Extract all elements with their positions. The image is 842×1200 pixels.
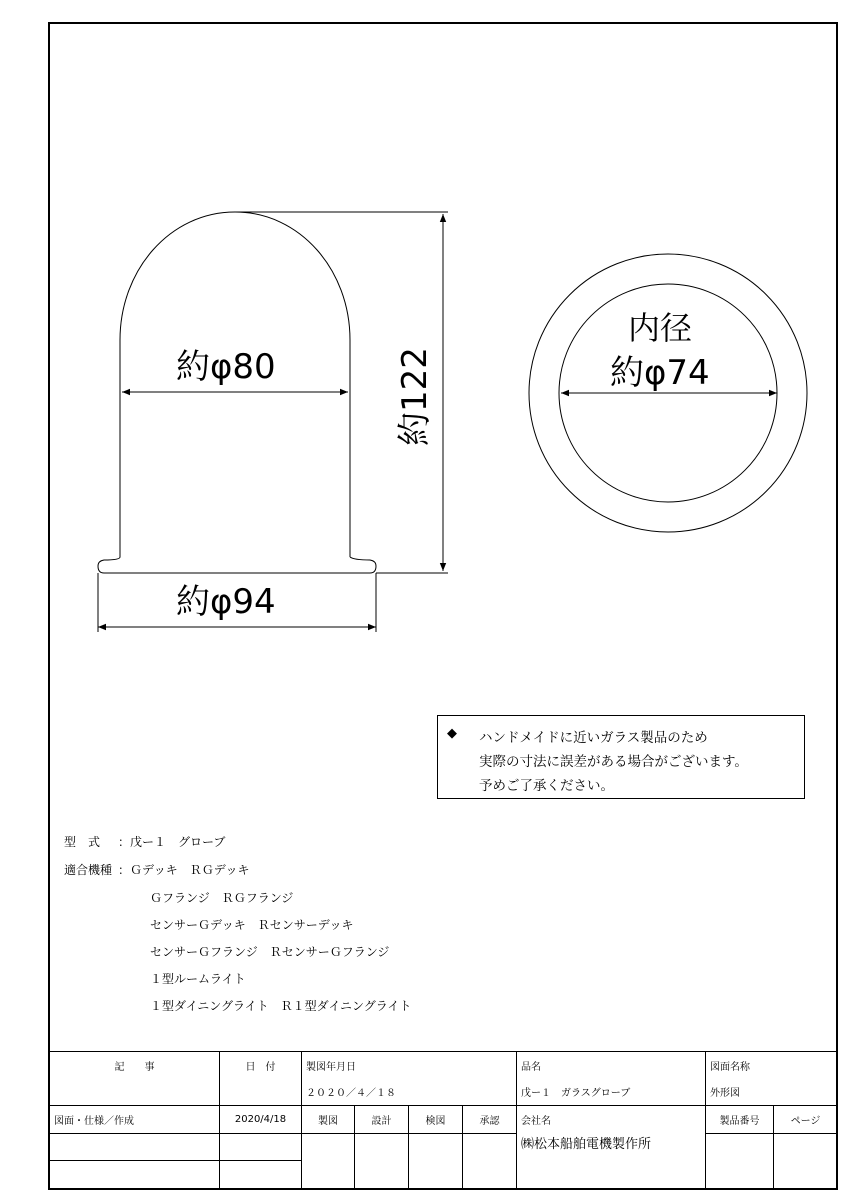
shonin-header: 承認: [463, 1106, 517, 1134]
seizu-header: 製図: [302, 1106, 355, 1134]
hinmei-value: 戊ー１ ガラスグローブ: [517, 1079, 706, 1106]
inner-title: 内径: [628, 309, 693, 347]
zumen-name-label: 図面名称: [706, 1052, 838, 1079]
note-box: [437, 715, 805, 799]
seizu-date: ２０２０／４／１８: [302, 1079, 517, 1106]
kenzu-header: 検図: [409, 1106, 463, 1134]
note-line-3: 予めご了承ください。: [479, 778, 614, 794]
company-label: 会社名: [517, 1106, 706, 1134]
note-line-1: ハンドメイドに近いガラス製品のため: [479, 730, 708, 746]
product-no-label: 製品番号: [706, 1106, 774, 1134]
inner-diameter-label: 約φ74: [610, 353, 710, 393]
spec-model-value: ：戊ー１ グローブ: [118, 835, 226, 849]
sekkei-header: 設計: [355, 1106, 409, 1134]
hizuke-header: 日 付: [220, 1052, 302, 1079]
title-block: [49, 1051, 838, 1189]
note-bullet: ◆: [447, 726, 457, 741]
seizu-date-label: 製図年月日: [302, 1052, 517, 1079]
note-line-2: 実際の寸法に誤差がある場合がございます。: [479, 754, 748, 770]
zumen-name-value: 外形図: [706, 1079, 838, 1106]
row3-label: 図面・仕様／作成: [50, 1106, 220, 1134]
outer-diameter-label: 約φ80: [176, 347, 276, 387]
globe-foot-left: [98, 557, 376, 573]
page-label: ページ: [774, 1106, 838, 1134]
spec-compat-key: 適合機種: [64, 863, 113, 877]
base-diameter-label: 約φ94: [176, 582, 276, 622]
hinmei-label: 品名: [517, 1052, 706, 1079]
spec-model-key: 型 式: [64, 835, 101, 849]
kiji-header: 記 事: [50, 1052, 220, 1079]
company-name: ㈱松本船舶電機製作所: [517, 1133, 706, 1188]
spec-compat-first: ：Ｇデッキ ＲＧデッキ: [118, 863, 250, 877]
height-label: 約122: [395, 347, 435, 446]
row3-date: 2020/4/18: [220, 1106, 302, 1134]
